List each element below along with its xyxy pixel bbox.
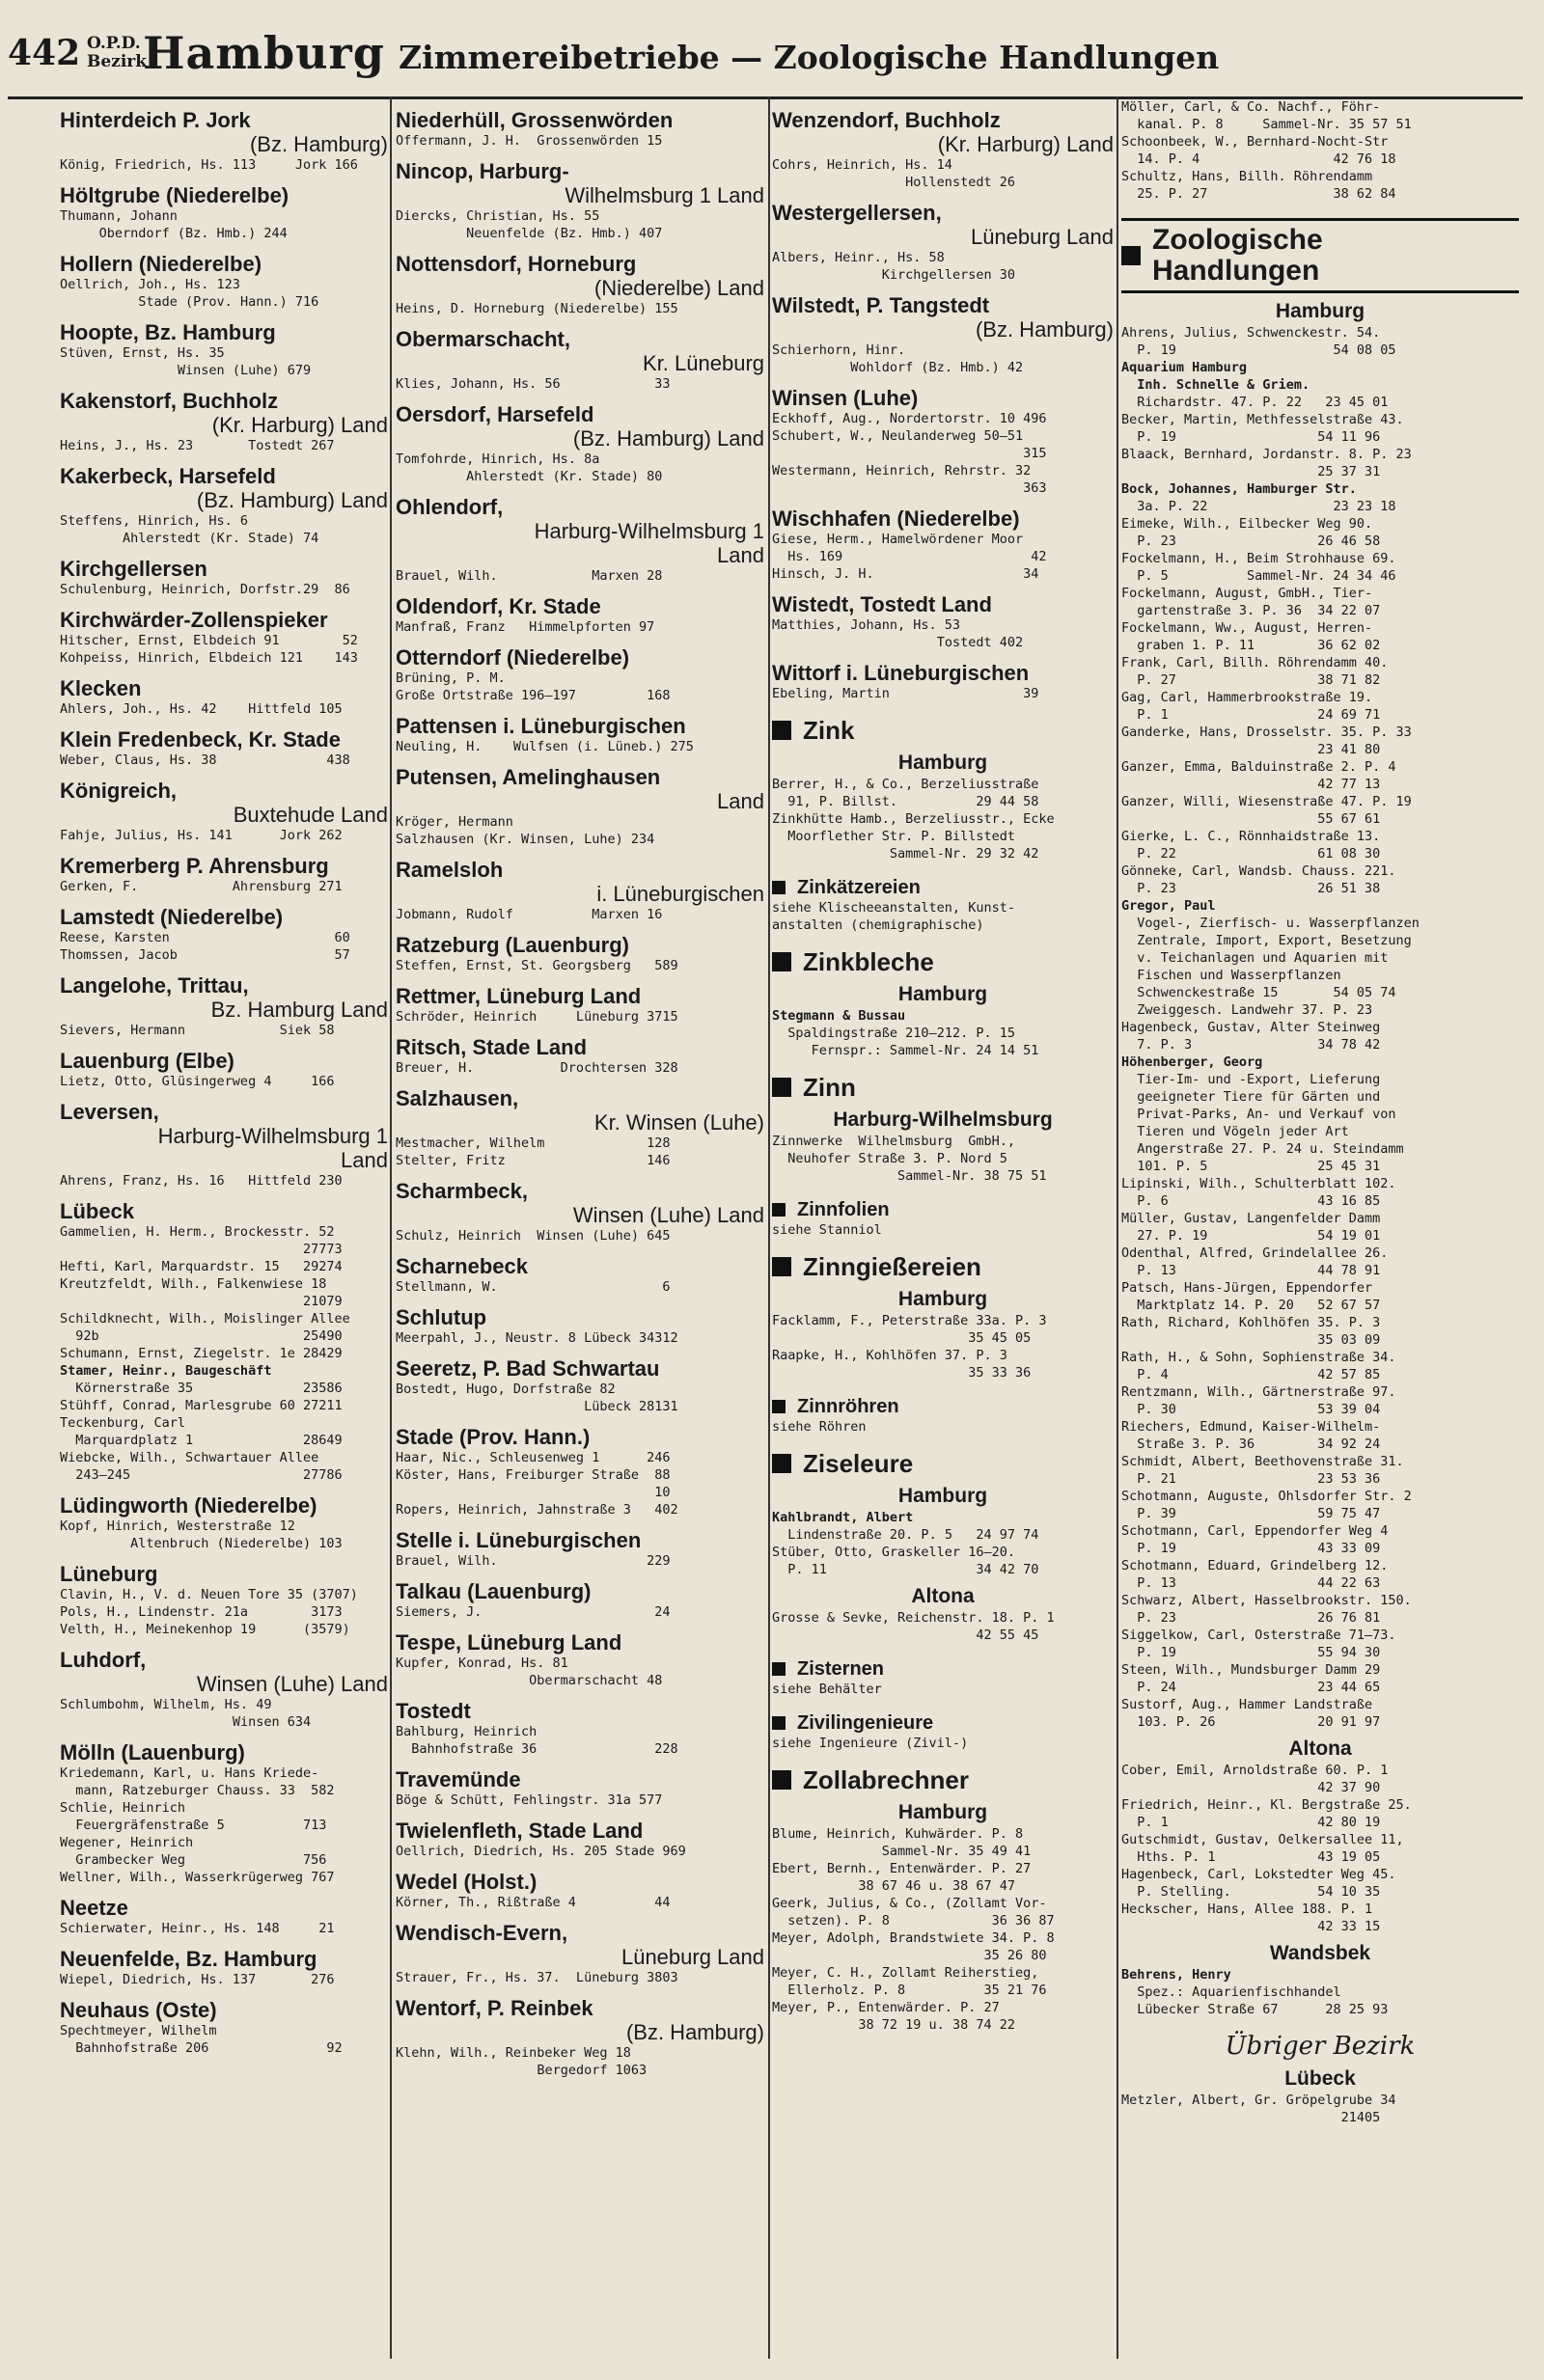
place-name: Lübeck: [60, 1199, 135, 1223]
listing-entry: siehe Röhren: [772, 1419, 867, 1435]
listing-entry: siehe Stanniol: [772, 1222, 882, 1238]
listing-entry: Kriedemann, Karl, u. Hans Kriede- mann, Ratzeburger Chauss. 33 582 Schlie, Heinrich Feuergräfenstraße 5 713 Wegener, Heinrich Grambecker Weg 756 Wellner, Wilh., Wasserkrügerweg 767: [60, 1765, 335, 1885]
place-name: Harburg-Wilhelmsburg 1: [534, 519, 764, 543]
listing-entry: Schierwater, Heinr., Hs. 148 21: [60, 1921, 335, 1936]
place-name: Oldendorf, Kr. Stade: [396, 594, 601, 618]
section-header: [772, 1198, 1114, 1221]
place-heading: [60, 727, 388, 752]
listing-entry: Tomfohrde, Hinrich, Hs. 8a Ahlerstedt (Kr. Stade) 80: [396, 451, 663, 484]
place-heading: [396, 858, 764, 906]
listing-entry: Ahrens, Julius, Schwenckestr. 54. P. 19 54 08 05: [1121, 325, 1396, 358]
listing-entry: Vogel-, Zierfisch- u. Wasserpflanzen Zentrale, Import, Export, Besetzung v. Teichanlagen und Aquarien mit Fischen und Wasserpflanzen Schwenckestraße 15 54 05 74 Zweiggesch. Landwehr 37. P. 23 Hagenbeck, Gustav, Alter Steinweg 7. P. 3 34 78 42: [1121, 916, 1420, 1053]
place-name: Salzhausen,: [396, 1086, 519, 1110]
place-name: Wilhelmsburg 1 Land: [565, 183, 764, 207]
listing-entry-bold: Stamer, Heinr., Baugeschäft: [60, 1363, 272, 1379]
place-heading: [772, 386, 1114, 410]
place-name: i. Lüneburgischen: [596, 882, 764, 906]
place-name: (Bz. Hamburg): [975, 317, 1114, 342]
section-title: Zinkbleche: [803, 947, 934, 976]
place-name: Klecken: [60, 676, 142, 700]
place-heading: [396, 1819, 764, 1843]
place-heading: [396, 1996, 764, 2044]
listing-entry: Wiepel, Diedrich, Hs. 137 276: [60, 1972, 335, 1987]
place-name: Wedel (Holst.): [396, 1870, 538, 1894]
place-name: Kr. Winsen (Luhe): [593, 1110, 764, 1135]
section-place: Hamburg: [897, 1288, 988, 1310]
place-heading: [60, 1896, 388, 1920]
listing-entry: Ahlers, Joh., Hs. 42 Hittfeld 105: [60, 701, 343, 717]
column-divider: [1117, 96, 1118, 2359]
place-name: Langelohe, Trittau,: [60, 973, 249, 998]
listing-entry: Blume, Heinrich, Kuhwärder. P. 8 Sammel-Nr. 35 49 41 Ebert, Bernh., Entenwärder. P. 27 38 67 46 u. 38 67 47 Geerk, Julius, & Co., (Zollamt Vor- setzen). P. 8 36 36 87 Meyer, Adolph, Brandstwiete 34. P. 8 35 26 80 Meyer, C. H., Zollamt Reiherstieg, Ellerholz. P. 8 35 21 76 Meyer, P., Entenwärder. P. 27 38 72 19 u. 38 74 22: [772, 1826, 1055, 2033]
listing-entry: Oellrich, Joh., Hs. 123 Stade (Prov. Hann.) 716: [60, 277, 319, 310]
bezirk-text: Bezirk: [87, 52, 148, 71]
listing-entry: Manfraß, Franz Himmelpforten 97: [396, 619, 655, 635]
place-name: Tostedt: [396, 1699, 471, 1723]
section-header: [772, 1711, 1114, 1735]
listing-entry: Metzler, Albert, Gr. Gröpelgrube 34 21405: [1121, 2093, 1396, 2125]
zoology-section-header: [1121, 218, 1519, 293]
listing-entry: Tier-Im- und -Export, Lieferung geeigneter Tiere für Gärten und Privat-Parks, An- und Verkauf von Tieren und Vögeln jeder Art Angerstraße 27. P. 24 u. Steindamm 101. P. 5 25 45 31 Lipinski, Wilh., Schulterblatt 102. P. 6 43 16 85 Müller, Gustav, Langenfelder Damm 27. P. 19 54 19 01 Odenthal, Alfred, Grindelallee 26. P. 13 44 78 91 Patsch, Hans-Jürgen, Eppendorfer Marktplatz 14. P. 20 52 67 57 Rath, Richard, Kohlhöfen 35. P. 3 35 03 09 Rath, H., & Sohn, Sophienstraße 34. P. 4 42 57 85 Rentzmann, Wilh., Gärtnerstraße 97. P. 30 53 39 04 Riechers, Edmund, Kaiser-Wilhelm- Straße 3. P. 36 34 92 24 Schmidt, Albert, Beethovenstraße 31. P. 21 23 53 36 Schotmann, Auguste, Ohlsdorfer Str. 2 P. 39 59 75 47 Schotmann, Carl, Eppendorfer Weg 4 P. 19 43 33 09 Schotmann, Eduard, Grindelberg 12. P. 13 44 22 63 Schwarz, Albert, Hasselbrookstr. 150. P. 23 26 76 81 Siggelkow, Carl, Osterstraße 71—73. P. 19 55 94 30 Steen, Wilh., Mundsburger Damm 29 P. 24 23 44 65 Sustorf, Aug., Hammer Landstraße 103. P. 26 20 91 97: [1121, 1072, 1412, 1730]
section-header: [772, 1395, 1114, 1418]
section-place: Altona: [1288, 1737, 1352, 1760]
place-name: Talkau (Lauenburg): [396, 1579, 592, 1603]
listing-entry: siehe Ingenieure (Zivil-): [772, 1736, 969, 1751]
place-heading: [396, 159, 764, 207]
place-name: Land: [717, 789, 764, 813]
place-heading: [60, 557, 388, 581]
listing-entry: Steffens, Hinrich, Hs. 6 Ahlerstedt (Kr. Stade) 74: [60, 513, 319, 546]
place-heading: [396, 645, 764, 670]
section-place: Harburg-Wilhelmsburg: [833, 1108, 1053, 1131]
listing-entry: Klehn, Wilh., Reinbeker Weg 18 Bergedorf 1063: [396, 2045, 648, 2078]
place-heading: [396, 594, 764, 618]
place-name: Westergellersen,: [772, 201, 942, 225]
place-heading: [60, 464, 388, 512]
section-header: [772, 876, 1114, 899]
section-bullet-icon: [772, 1257, 791, 1276]
section-title: Zinn: [803, 1073, 856, 1102]
place-heading: [396, 1035, 764, 1059]
listing-entry: Cober, Emil, Arnoldstraße 60. P. 1 42 37 90 Friedrich, Heinr., Kl. Bergstraße 25. P. 1 42 80 19 Gutschmidt, Gustav, Oelkersallee 11, Hths. P. 1 43 19 05 Hagenbeck, Carl, Lokstedter Weg 45. P. Stelling. 54 10 35 Heckscher, Hans, Allee 188. P. 1 42 33 15: [1121, 1763, 1412, 1934]
header-city: Hamburg: [143, 27, 385, 79]
listing-entry-bold: Bock, Johannes, Hamburger Str.: [1121, 481, 1357, 497]
place-name: Klein Fredenbeck, Kr. Stade: [60, 727, 341, 752]
listing-entry: Bostedt, Hugo, Dorfstraße 82 Lübeck 28131: [396, 1381, 678, 1414]
place-name: Bz. Hamburg Land: [210, 998, 388, 1022]
listing-entry-bold: Aquarium Hamburg Inh. Schnelle & Griem.: [1121, 360, 1310, 393]
section-bullet-icon: [772, 1770, 791, 1790]
listing-entry: Lietz, Otto, Glüsingerweg 4 166: [60, 1074, 335, 1089]
listing-entry: Offermann, J. H. Grossenwörden 15: [396, 133, 663, 149]
listing-entry: Stüven, Ernst, Hs. 35 Winsen (Luhe) 679: [60, 345, 312, 378]
section-place: Hamburg: [897, 983, 988, 1005]
place-name: Land: [717, 543, 764, 567]
place-name: Wendisch-Evern,: [396, 1921, 568, 1945]
listing-entry: Kopf, Hinrich, Westerstraße 12 Altenbruch (Niederelbe) 103: [60, 1518, 343, 1551]
listing-entry: Zinnwerke Wilhelmsburg GmbH., Neuhofer Straße 3. P. Nord 5 Sammel-Nr. 38 75 51: [772, 1134, 1047, 1184]
section-title: Zollabrechner: [803, 1765, 969, 1794]
column-4: [1121, 98, 1519, 2356]
place-heading: [60, 676, 388, 700]
listing-entry: Körner, Th., Rißtraße 4 44: [396, 1895, 671, 1910]
place-name: Scharnebeck: [396, 1254, 528, 1278]
place-heading: [396, 495, 764, 567]
section-title: Zinkätzereien: [797, 877, 921, 898]
place-heading: [396, 933, 764, 957]
column-3: [772, 98, 1114, 2356]
listing-entry: Oellrich, Diedrich, Hs. 205 Stade 969: [396, 1844, 686, 1859]
place-heading: [396, 108, 764, 132]
section-title: Ziseleure: [803, 1449, 914, 1478]
listing-entry: Spaldingstraße 210—212. P. 15 Fernspr.: Sammel-Nr. 24 14 51: [787, 1026, 1039, 1058]
place-heading: [396, 1425, 764, 1449]
place-name: Wilstedt, P. Tangstedt: [772, 293, 990, 317]
listing-entry: Kröger, Hermann Salzhausen (Kr. Winsen, Luhe) 234: [396, 814, 655, 847]
page-title: Zimmereibetriebe — Zoologische Handlungen: [399, 39, 1220, 76]
section-header: [772, 1073, 1114, 1102]
section-place: Lübeck: [1284, 2067, 1356, 2090]
listing-entry: Schierhorn, Hinr. Wohldorf (Bz. Hmb.) 42: [772, 342, 1024, 375]
place-heading: [396, 1870, 764, 1894]
listing-entry: Fahje, Julius, Hs. 141 Jork 262: [60, 828, 343, 843]
place-name: Stelle i. Lüneburgischen: [396, 1528, 642, 1552]
place-heading: [396, 1699, 764, 1723]
section-place: Hamburg: [1275, 300, 1365, 322]
place-name: Hoopte, Bz. Hamburg: [60, 320, 276, 344]
section-place: Altona: [911, 1585, 975, 1607]
listing-entry: Ahrens, Franz, Hs. 16 Hittfeld 230: [60, 1173, 343, 1189]
place-name: Neetze: [60, 1896, 128, 1920]
place-name: Luhdorf,: [60, 1648, 147, 1672]
place-name: Lüdingworth (Niederelbe): [60, 1493, 317, 1518]
section-title: Zoologische Handlungen: [1152, 224, 1323, 287]
listing-entry: Hitscher, Ernst, Elbdeich 91 52 Kohpeiss, Hinrich, Elbdeich 121 143: [60, 633, 358, 666]
listing-entry-bold: Gregor, Paul: [1121, 898, 1216, 914]
place-name: Harburg-Wilhelmsburg 1: [157, 1124, 388, 1148]
listing-entry: Gammelien, H. Herm., Brockesstr. 52 27773 Hefti, Karl, Marquardstr. 15 29274 Kreutzfeldt, Wilh., Falkenwiese 18 21079 Schildknecht, Wilh., Moislinger Allee 92b 25490 Schumann, Ernst, Ziegelstr. 1e 28429: [60, 1224, 350, 1361]
listing-entry: Thumann, Johann Oberndorf (Bz. Hmb.) 244: [60, 208, 288, 241]
place-name: Neuhaus (Oste): [60, 1998, 217, 2022]
place-heading: [396, 1254, 764, 1278]
listing-entry: Breuer, H. Drochtersen 328: [396, 1060, 678, 1076]
place-heading: [60, 1493, 388, 1518]
section-title: Zinngießereien: [803, 1252, 981, 1281]
place-heading: [60, 183, 388, 207]
place-name: Nincop, Harburg-: [396, 159, 569, 183]
place-name: (Niederelbe) Land: [593, 276, 764, 300]
place-name: Tespe, Lüneburg Land: [396, 1630, 622, 1655]
section-bullet-icon: [772, 1716, 786, 1730]
listing-entry: Neuling, H. Wulfsen (i. Lüneb.) 275: [396, 739, 694, 754]
listing-entry: Siemers, J. 24: [396, 1604, 671, 1620]
page-header: [8, 29, 1523, 99]
place-heading: [396, 1767, 764, 1792]
place-name: Lüneburg Land: [970, 225, 1114, 249]
section-title: Zivilingenieure: [797, 1712, 934, 1734]
page-number: 442: [8, 33, 81, 73]
place-name: Winsen (Luhe) Land: [572, 1203, 764, 1227]
column-divider: [768, 96, 770, 2359]
listing-entry: Strauer, Fr., Hs. 37. Lüneburg 3803: [396, 1970, 678, 1985]
place-heading: [772, 506, 1114, 531]
listing-entry: Cohrs, Heinrich, Hs. 14 Hollenstedt 26: [772, 157, 1015, 190]
listing-entry: Spez.: Aquarienfischhandel Lübecker Straße 67 28 25 93: [1137, 1984, 1389, 2017]
listing-entry: siehe Behälter: [772, 1682, 882, 1697]
opd-text: O.P.D.: [87, 34, 141, 53]
place-name: Ratzeburg (Lauenburg): [396, 933, 629, 957]
place-heading: [60, 320, 388, 344]
place-name: Hinterdeich P. Jork: [60, 108, 251, 132]
listing-entry: Schlumbohm, Wilhelm, Hs. 49 Winsen 634: [60, 1697, 312, 1730]
place-name: Putensen, Amelinghausen: [396, 765, 661, 789]
place-heading: [60, 1740, 388, 1764]
listing-entry: Steffen, Ernst, St. Georgsberg 589: [396, 958, 678, 973]
place-heading: [772, 108, 1114, 156]
place-heading: [396, 1086, 764, 1135]
listing-entry: Brauel, Wilh. Marxen 28: [396, 568, 663, 584]
listing-entry: Stellmann, W. 6: [396, 1279, 671, 1295]
place-heading: [60, 1562, 388, 1586]
place-name: Kakenstorf, Buchholz: [60, 389, 279, 413]
listing-entry: Böge & Schütt, Fehlingstr. 31a 577: [396, 1792, 663, 1808]
listing-entry: Heins, D. Horneburg (Niederelbe) 155: [396, 301, 678, 316]
listing-entry: Weber, Claus, Hs. 38 438: [60, 752, 350, 768]
place-heading: [60, 1100, 388, 1172]
place-name: Stade (Prov. Hann.): [396, 1425, 591, 1449]
listing-entry: Clavin, H., V. d. Neuen Tore 35 (3707) Pols, H., Lindenstr. 21a 3173 Velth, H., Meinekenhop 19 (3579): [60, 1587, 358, 1637]
section-title: Zisternen: [797, 1658, 885, 1680]
opd-label: [87, 35, 147, 71]
place-heading: [60, 1648, 388, 1696]
place-name: Höltgrube (Niederelbe): [60, 183, 290, 207]
place-name: Schlutup: [396, 1305, 487, 1329]
place-heading: [60, 973, 388, 1022]
place-heading: [396, 1630, 764, 1655]
listing-entry: Ebeling, Martin 39: [772, 686, 1039, 701]
place-name: Buxtehude Land: [233, 803, 388, 827]
place-heading: [396, 1921, 764, 1969]
place-name: (Kr. Harburg) Land: [937, 132, 1114, 156]
listing-entry-bold: Höhenberger, Georg: [1121, 1054, 1263, 1070]
place-heading: [772, 293, 1114, 342]
listing-entry: Körnerstraße 35 23586 Stühff, Conrad, Marlesgrube 60 27211 Teckenburg, Carl Marquardplatz 1 28649 Wiebcke, Wilh., Schwartauer Allee 243—245 27786: [60, 1381, 343, 1483]
place-heading: [772, 592, 1114, 616]
place-heading: [60, 1199, 388, 1223]
place-heading: [60, 905, 388, 929]
listing-entry: Lindenstraße 20. P. 5 24 97 74 Stüber, Otto, Graskeller 16—20. P. 11 34 42 70: [772, 1527, 1039, 1577]
section-place: Wandsbek: [1269, 1942, 1371, 1964]
listing-entry: Bahlburg, Heinrich Bahnhofstraße 36 228: [396, 1724, 678, 1757]
section-title: Zinnröhren: [797, 1396, 899, 1417]
place-name: Kakerbeck, Harsefeld: [60, 464, 276, 488]
place-name: (Bz. Hamburg): [249, 132, 388, 156]
place-name: Königreich,: [60, 779, 178, 803]
place-name: Pattensen i. Lüneburgischen: [396, 714, 686, 738]
place-name: Lamstedt (Niederelbe): [60, 905, 284, 929]
place-name: Ramelsloh: [396, 858, 504, 882]
section-bullet-icon: [772, 721, 791, 740]
place-heading: [396, 1579, 764, 1603]
listing-entry: Reese, Karsten 60 Thomssen, Jacob 57: [60, 930, 350, 963]
place-name: Nottensdorf, Horneburg: [396, 252, 637, 276]
listing-entry: Diercks, Christian, Hs. 55 Neuenfelde (Bz. Hmb.) 407: [396, 208, 663, 241]
section-bullet-icon: [772, 1078, 791, 1097]
place-name: Lüneburg Land: [620, 1945, 764, 1969]
place-name: Winsen (Luhe) Land: [196, 1672, 388, 1696]
place-heading: [60, 854, 388, 878]
listing-entry: Möller, Carl, & Co. Nachf., Föhr- kanal. P. 8 Sammel-Nr. 35 57 51 Schoonbeek, W., Bernhard-Nocht-Str 14. P. 4 42 76 18 Schultz, Hans, Billh. Röhrendamm 25. P. 27 38 62 84: [1121, 99, 1412, 202]
place-heading: [60, 1998, 388, 2022]
place-name: Obermarschacht,: [396, 327, 570, 351]
section-bullet-icon: [772, 881, 786, 894]
place-name: (Kr. Harburg) Land: [211, 413, 388, 437]
listing-entry-bold: Stegmann & Bussau: [772, 1008, 906, 1024]
column-1: [60, 98, 388, 2356]
place-heading: [396, 714, 764, 738]
place-heading: [396, 1528, 764, 1552]
section-header: [772, 947, 1114, 976]
section-header: [772, 1765, 1114, 1794]
place-name: Otterndorf (Niederelbe): [396, 645, 630, 670]
place-name: Wischhafen (Niederelbe): [772, 506, 1020, 531]
listing-entry: Gerken, F. Ahrensburg 271: [60, 879, 343, 894]
region-heading: Übriger Bezirk: [1225, 2032, 1416, 2061]
listing-entry: Heins, J., Hs. 23 Tostedt 267: [60, 438, 335, 453]
listing-entry: Schulz, Heinrich Winsen (Luhe) 645: [396, 1228, 671, 1244]
place-heading: [396, 1179, 764, 1227]
place-name: Neuenfelde, Bz. Hamburg: [60, 1947, 317, 1971]
section-bullet-icon: [772, 1203, 786, 1217]
section-place: Hamburg: [897, 752, 988, 774]
place-heading: [396, 984, 764, 1008]
place-heading: [60, 1049, 388, 1073]
section-place: Hamburg: [897, 1485, 988, 1507]
section-header: [772, 1252, 1114, 1281]
listing-entry-bold: Kahlbrandt, Albert: [772, 1510, 914, 1525]
listing-entry: Mestmacher, Wilhelm 128 Stelter, Fritz 146: [396, 1135, 671, 1168]
listing-entry: 3a. P. 22 23 23 18 Eimeke, Wilh., Eilbecker Weg 90. P. 23 26 46 58 Fockelmann, H., Beim Strohhause 69. P. 5 Sammel-Nr. 24 34 46 Fockelmann, August, GmbH., Tier- gartenstraße 3. P. 36 34 22 07 Fockelmann, Ww., August, Herren- graben 1. P. 11 36 62 02 Frank, Carl, Billh. Röhrendamm 40. P. 27 38 71 82 Gag, Carl, Hammerbrookstraße 19. P. 1 24 69 71 Ganderke, Hans, Drosselstr. 35. P. 33 23 41 80 Ganzer, Emma, Balduinstraße 2. P. 4 42 77 13 Ganzer, Willi, Wiesenstraße 47. P. 19 55 67 61 Gierke, L. C., Rönnhaidstraße 13. P. 22 61 08 30 Gönneke, Carl, Wandsb. Chauss. 221. P. 23 26 51 38: [1121, 499, 1412, 896]
section-place: Hamburg: [897, 1801, 988, 1823]
listing-entry: Klies, Johann, Hs. 56 33: [396, 376, 671, 392]
listing-entry: Matthies, Johann, Hs. 53 Tostedt 402: [772, 617, 1024, 650]
listing-entry: Facklamm, F., Peterstraße 33a. P. 3 35 45 05 Raapke, H., Kohlhöfen 37. P. 3 35 33 36: [772, 1313, 1047, 1381]
section-bullet-icon: [772, 1662, 786, 1676]
listing-entry-bold: Behrens, Henry: [1121, 1967, 1231, 1983]
place-name: Ritsch, Stade Land: [396, 1035, 588, 1059]
place-name: Wenzendorf, Buchholz: [772, 108, 1001, 132]
place-name: Lüneburg: [60, 1562, 158, 1586]
section-bullet-icon: [772, 952, 791, 971]
place-name: Oersdorf, Harsefeld: [396, 402, 594, 426]
listing-entry: Schulenburg, Heinrich, Dorfstr.29 86: [60, 582, 350, 597]
place-name: Lauenburg (Elbe): [60, 1049, 234, 1073]
place-name: Twielenfleth, Stade Land: [396, 1819, 644, 1843]
listing-entry: Jobmann, Rudolf Marxen 16: [396, 907, 663, 922]
listing-entry: siehe Klischeeanstalten, Kunst- anstalten (chemigraphische): [772, 900, 1015, 933]
listing-entry: Giese, Herm., Hamelwördener Moor Hs. 169 42 Hinsch, J. H. 34: [772, 532, 1047, 582]
place-name: Niederhüll, Grossenwörden: [396, 108, 674, 132]
listing-entry: Sievers, Hermann Siek 58: [60, 1023, 335, 1038]
place-name: (Bz. Hamburg) Land: [196, 488, 388, 512]
listing-entry: Meerpahl, J., Neustr. 8 Lübeck 34312: [396, 1330, 678, 1346]
place-heading: [396, 765, 764, 813]
place-heading: [60, 608, 388, 632]
listing-entry: Spechtmeyer, Wilhelm Bahnhofstraße 206 92: [60, 2023, 343, 2056]
listing-entry: Schröder, Heinrich Lüneburg 3715: [396, 1009, 678, 1025]
place-name: Land: [341, 1148, 388, 1172]
section-header: [772, 1657, 1114, 1681]
listing-entry: Brüning, P. M. Große Ortstraße 196—197 168: [396, 670, 671, 703]
place-name: Kr. Lüneburg: [643, 351, 764, 375]
section-bullet-icon: [772, 1400, 786, 1413]
listing-entry: Albers, Heinr., Hs. 58 Kirchgellersen 30: [772, 250, 1015, 283]
listing-entry: Grosse & Sevke, Reichenstr. 18. P. 1 42 55 45: [772, 1610, 1055, 1643]
place-heading: [396, 252, 764, 300]
place-heading: [772, 661, 1114, 685]
place-name: Kirchgellersen: [60, 557, 207, 581]
place-name: Kremerberg P. Ahrensburg: [60, 854, 329, 878]
section-bullet-icon: [1121, 246, 1141, 265]
place-name: Rettmer, Lüneburg Land: [396, 984, 642, 1008]
place-heading: [772, 201, 1114, 249]
section-header: [772, 716, 1114, 745]
place-name: Leversen,: [60, 1100, 159, 1124]
section-bullet-icon: [772, 1454, 791, 1473]
section-title: Zinnfolien: [797, 1199, 890, 1220]
place-name: (Bz. Hamburg) Land: [572, 426, 764, 451]
place-heading: [60, 1947, 388, 1971]
place-heading: [396, 327, 764, 375]
section-title: Zink: [803, 716, 855, 745]
listing-entry: Berrer, H., & Co., Berzeliusstraße 91, P. Billst. 29 44 58 Zinkhütte Hamb., Berzeliusstr., Ecke Moorflether Str. P. Billstedt Sammel-Nr. 29 32 42: [772, 777, 1055, 862]
listing-entry: Kupfer, Konrad, Hs. 81 Obermarschacht 48: [396, 1655, 663, 1688]
listing-entry: König, Friedrich, Hs. 113 Jork 166: [60, 157, 358, 173]
place-heading: [60, 779, 388, 827]
place-heading: [60, 108, 388, 156]
place-name: Hollern (Niederelbe): [60, 252, 262, 276]
column-2: [396, 98, 764, 2356]
listing-entry: Brauel, Wilh. 229: [396, 1553, 671, 1569]
place-name: Wistedt, Tostedt Land: [772, 592, 992, 616]
column-divider: [390, 96, 392, 2359]
place-heading: [396, 402, 764, 451]
listing-entry: Richardstr. 47. P. 22 23 45 01 Becker, Martin, Methfesselstraße 43. P. 19 54 11 96 Blaack, Bernhard, Jordanstr. 8. P. 23 25 37 31: [1121, 395, 1412, 479]
place-heading: [60, 252, 388, 276]
place-heading: [396, 1305, 764, 1329]
place-name: Wittorf i. Lüneburgischen: [772, 661, 1030, 685]
place-name: (Bz. Hamburg): [625, 2020, 764, 2044]
place-name: Ohlendorf,: [396, 495, 504, 519]
listing-entry: Eckhoff, Aug., Nordertorstr. 10 496 Schubert, W., Neulanderweg 50—51 315 Westermann, Heinrich, Rehrstr. 32 363: [772, 411, 1047, 496]
place-name: Mölln (Lauenburg): [60, 1740, 245, 1764]
place-name: Travemünde: [396, 1767, 521, 1792]
place-name: Wentorf, P. Reinbek: [396, 1996, 593, 2020]
place-heading: [60, 389, 388, 437]
place-name: Seeretz, P. Bad Schwartau: [396, 1356, 660, 1381]
listing-entry: Haar, Nic., Schleusenweg 1 246 Köster, Hans, Freiburger Straße 88 10 Ropers, Heinrich, Jahnstraße 3 402: [396, 1450, 678, 1518]
place-name: Kirchwärder-Zollenspieker: [60, 608, 328, 632]
place-name: Winsen (Luhe): [772, 386, 919, 410]
place-name: Scharmbeck,: [396, 1179, 528, 1203]
place-heading: [396, 1356, 764, 1381]
section-header: [772, 1449, 1114, 1478]
